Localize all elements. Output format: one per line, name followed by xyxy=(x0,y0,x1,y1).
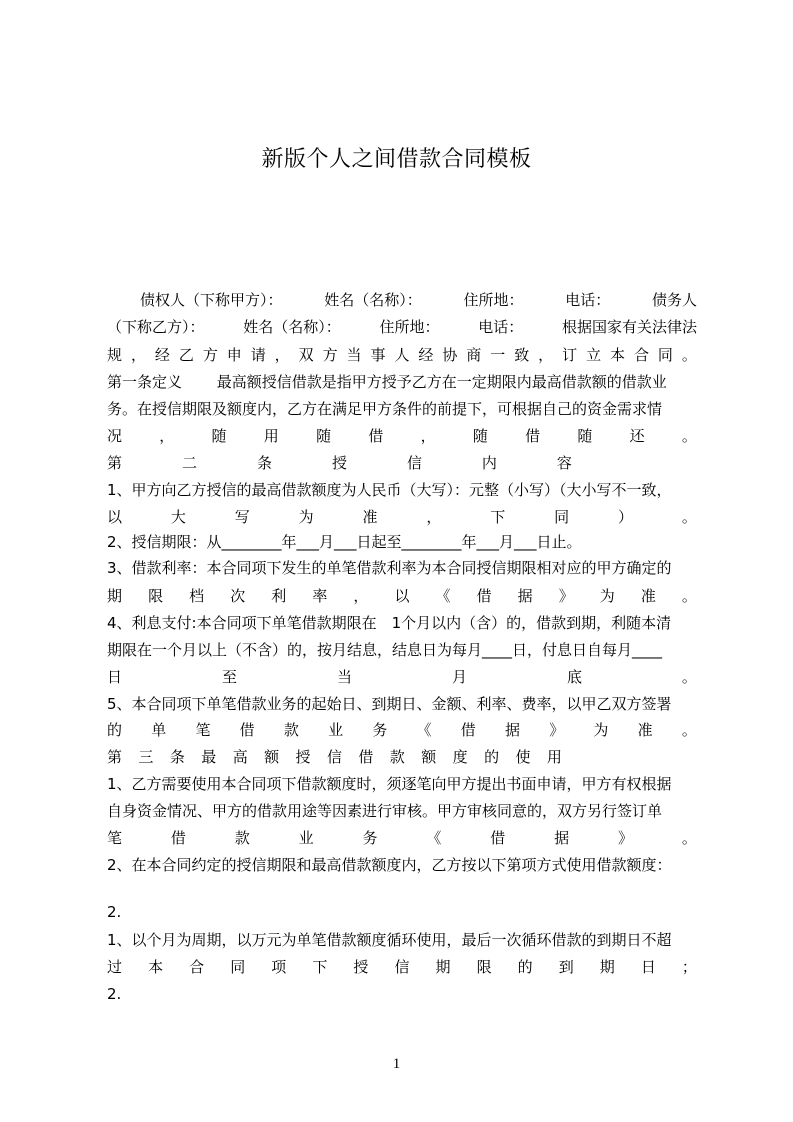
glyph: 款 xyxy=(234,829,250,847)
glyph: 限 xyxy=(148,587,164,605)
list-marker: 2. xyxy=(107,903,122,921)
glyph: 同 xyxy=(657,346,673,364)
glyph: 。 xyxy=(681,427,697,445)
glyph: 《 xyxy=(416,721,432,739)
glyph: 利 xyxy=(271,587,287,605)
body-line xyxy=(107,826,697,850)
name-label: 姓名（名称）： xyxy=(324,291,422,309)
glyph: 月 xyxy=(451,668,467,686)
glyph: 本 xyxy=(610,346,626,364)
article-1-heading-line: 第一条定义 最高额授信借款是指甲方授予乙方在一定期限内最高借款额的借款业 xyxy=(107,373,667,391)
glyph: 人 xyxy=(394,346,410,364)
body-line: 1、甲方向乙方授信的最高借款额度为人民币（大写）：元整（小写）（大小写不一致， xyxy=(107,481,672,499)
glyph: 借 xyxy=(525,427,541,445)
body-line xyxy=(107,505,697,529)
glyph: 额 xyxy=(421,748,437,766)
glyph: 据 xyxy=(517,587,533,605)
glyph: 授 xyxy=(331,454,347,472)
glyph: 务 xyxy=(362,829,378,847)
glyph: 授 xyxy=(295,748,311,766)
glyph: 额 xyxy=(264,748,280,766)
glyph: 最 xyxy=(201,748,217,766)
glyph: 据 xyxy=(504,721,520,739)
glyph: 至 xyxy=(221,668,237,686)
glyph: 合 xyxy=(189,958,205,976)
glyph: 日 xyxy=(640,958,656,976)
glyph: 随 xyxy=(577,427,593,445)
glyph: 用 xyxy=(546,748,562,766)
glyph: 三 xyxy=(138,748,154,766)
glyph: 合 xyxy=(633,346,649,364)
glyph: 为 xyxy=(599,587,615,605)
body-line xyxy=(107,584,697,608)
article-3-heading xyxy=(107,745,562,769)
glyph: 写 xyxy=(234,508,250,526)
glyph: 业 xyxy=(328,721,344,739)
glyph: 的 xyxy=(517,958,533,976)
glyph: 限 xyxy=(476,958,492,976)
list-marker: 2. xyxy=(107,985,122,1003)
glyph: 》 xyxy=(549,721,565,739)
glyph: 的 xyxy=(484,748,500,766)
glyph: 二 xyxy=(181,454,197,472)
glyph: 以 xyxy=(107,508,123,526)
glyph: 双 xyxy=(298,346,314,364)
glyph: 款 xyxy=(283,721,299,739)
glyph: 方 xyxy=(322,346,338,364)
creditor-label: 债权人（下称甲方）： xyxy=(140,291,283,309)
glyph: 期 xyxy=(435,958,451,976)
glyph: 经 xyxy=(418,346,434,364)
glyph: 随 xyxy=(472,427,488,445)
glyph: 第 xyxy=(107,748,123,766)
glyph: 条 xyxy=(169,748,185,766)
glyph: 一 xyxy=(490,346,506,364)
glyph: 度 xyxy=(452,748,468,766)
debtor-label: 债务人 xyxy=(651,291,697,309)
glyph: 用 xyxy=(263,427,279,445)
glyph: 大 xyxy=(170,508,186,526)
glyph: ， xyxy=(353,587,369,605)
glyph: 《 xyxy=(435,587,451,605)
glyph: 借 xyxy=(368,427,384,445)
glyph: 》 xyxy=(618,829,634,847)
glyph: 信 xyxy=(326,748,342,766)
glyph: 立 xyxy=(586,346,602,364)
body-line: 务。在授信期限及额度内，乙方在满足甲方条件的前提下，可根据自己的资金需求情 xyxy=(107,400,663,418)
body-line xyxy=(107,424,697,448)
glyph: 项 xyxy=(271,958,287,976)
glyph: 》 xyxy=(558,587,574,605)
glyph: 《 xyxy=(426,829,442,847)
glyph: 规 xyxy=(107,346,123,364)
body-line: 2、在本合同约定的授信期限和最高借款额度内，乙方按以下第项方式使用借款额度： xyxy=(107,856,672,874)
address-label: 住所地： xyxy=(379,318,440,336)
glyph: 借 xyxy=(239,721,255,739)
glyph: 借 xyxy=(358,748,374,766)
glyph: 为 xyxy=(298,508,314,526)
glyph: 内 xyxy=(481,454,497,472)
glyph: ， xyxy=(420,427,436,445)
glyph: 底 xyxy=(566,668,582,686)
glyph: 信 xyxy=(406,454,422,472)
glyph: 借 xyxy=(476,587,492,605)
glyph: 下 xyxy=(490,508,506,526)
glyph: ， xyxy=(538,346,554,364)
body-line: 自身资金情况、甲方的借款用途等因素进行审核。甲方审核同意的，双方另行签订单 xyxy=(107,802,663,820)
glyph: 致 xyxy=(514,346,530,364)
glyph: 方 xyxy=(202,346,218,364)
glyph: 。 xyxy=(681,668,697,686)
glyph: ； xyxy=(681,958,697,976)
glyph: 高 xyxy=(232,748,248,766)
glyph: 条 xyxy=(256,454,272,472)
glyph: 。 xyxy=(681,587,697,605)
glyph: 借 xyxy=(170,829,186,847)
body-line xyxy=(107,718,697,742)
glyph: ） xyxy=(618,508,634,526)
glyph: 次 xyxy=(230,587,246,605)
glyph: 。 xyxy=(681,346,697,364)
body-line xyxy=(107,343,697,367)
glyph: 容 xyxy=(556,454,572,472)
parties-line-debtor xyxy=(107,315,697,339)
glyph: 为 xyxy=(593,721,609,739)
glyph: 申 xyxy=(226,346,242,364)
glyph: 期 xyxy=(107,587,123,605)
glyph: 过 xyxy=(107,958,123,976)
glyph: 订 xyxy=(562,346,578,364)
body-line: 3、借款利率：本合同项下发生的单笔借款利率为本合同授信期限相对应的甲方确定的 xyxy=(107,559,672,577)
glyph: 。 xyxy=(681,721,697,739)
body-line: 5、本合同项下单笔借款业务的起始日、到期日、金额、利率、费率，以甲乙双方签署 xyxy=(107,695,672,713)
glyph: 借 xyxy=(460,721,476,739)
glyph: 的 xyxy=(107,721,123,739)
glyph: 。 xyxy=(681,829,697,847)
glyph: 当 xyxy=(336,668,352,686)
debtor-alias: （下称乙方）： xyxy=(107,318,205,336)
glyph: 授 xyxy=(353,958,369,976)
glyph: 率 xyxy=(312,587,328,605)
glyph: 请 xyxy=(250,346,266,364)
page-number: 1 xyxy=(392,1056,401,1072)
body-line: 4、利息支付:本合同项下单笔借款期限在 1个月以内（含）的，借款到期，利随本清 xyxy=(107,614,672,632)
glyph: 档 xyxy=(189,587,205,605)
glyph: 随 xyxy=(316,427,332,445)
preamble-start: 根据国家有关法律法 xyxy=(561,318,697,336)
parties-line-creditor xyxy=(140,288,697,312)
body-line xyxy=(107,955,697,979)
glyph: 。 xyxy=(681,508,697,526)
glyph: 还 xyxy=(629,427,645,445)
glyph: 以 xyxy=(394,587,410,605)
glyph: 况 xyxy=(107,427,123,445)
glyph: 信 xyxy=(394,958,410,976)
glyph: 事 xyxy=(370,346,386,364)
credit-period-line: 2、授信期限：从________年___月___日起至________年___月___日止。 xyxy=(107,533,582,551)
glyph: 准 xyxy=(362,508,378,526)
glyph: 随 xyxy=(211,427,227,445)
name-label: 姓名（名称）： xyxy=(243,318,341,336)
glyph: 笔 xyxy=(195,721,211,739)
article-2-heading xyxy=(107,451,572,475)
glyph: ， xyxy=(426,508,442,526)
body-line: 1、以个月为周期，以万元为单笔借款额度循环使用，最后一次循环借款的到期日不超 xyxy=(107,931,672,949)
glyph: 准 xyxy=(640,587,656,605)
glyph: 第 xyxy=(107,454,123,472)
glyph: 期 xyxy=(599,958,615,976)
glyph: 乙 xyxy=(178,346,194,364)
glyph: 日 xyxy=(107,668,123,686)
glyph: 经 xyxy=(154,346,170,364)
glyph: 借 xyxy=(490,829,506,847)
glyph: 下 xyxy=(312,958,328,976)
glyph: 当 xyxy=(346,346,362,364)
address-label: 住所地： xyxy=(463,291,524,309)
glyph: 业 xyxy=(298,829,314,847)
glyph: 同 xyxy=(554,508,570,526)
glyph: 单 xyxy=(151,721,167,739)
glyph: 协 xyxy=(442,346,458,364)
phone-label: 电话： xyxy=(565,291,611,309)
document-title: 新版个人之间借款合同模板 xyxy=(261,147,532,172)
glyph: 到 xyxy=(558,958,574,976)
glyph: 使 xyxy=(515,748,531,766)
glyph: 本 xyxy=(148,958,164,976)
glyph: 款 xyxy=(389,748,405,766)
body-line: 1、乙方需要使用本合同项下借款额度时，须逐笔向甲方提出书面申请，甲方有权根据 xyxy=(107,775,672,793)
body-line: 期限在一个月以上（不含）的，按月结息，结息日为每月____日，付息日自每月____ xyxy=(107,641,663,659)
glyph: 据 xyxy=(554,829,570,847)
glyph: ， xyxy=(130,346,146,364)
glyph: 商 xyxy=(466,346,482,364)
glyph: 笔 xyxy=(107,829,123,847)
glyph: ， xyxy=(159,427,175,445)
phone-label: 电话： xyxy=(478,318,524,336)
glyph: 务 xyxy=(372,721,388,739)
glyph: 准 xyxy=(637,721,653,739)
glyph: ， xyxy=(274,346,290,364)
body-line xyxy=(107,665,697,689)
glyph: 同 xyxy=(230,958,246,976)
